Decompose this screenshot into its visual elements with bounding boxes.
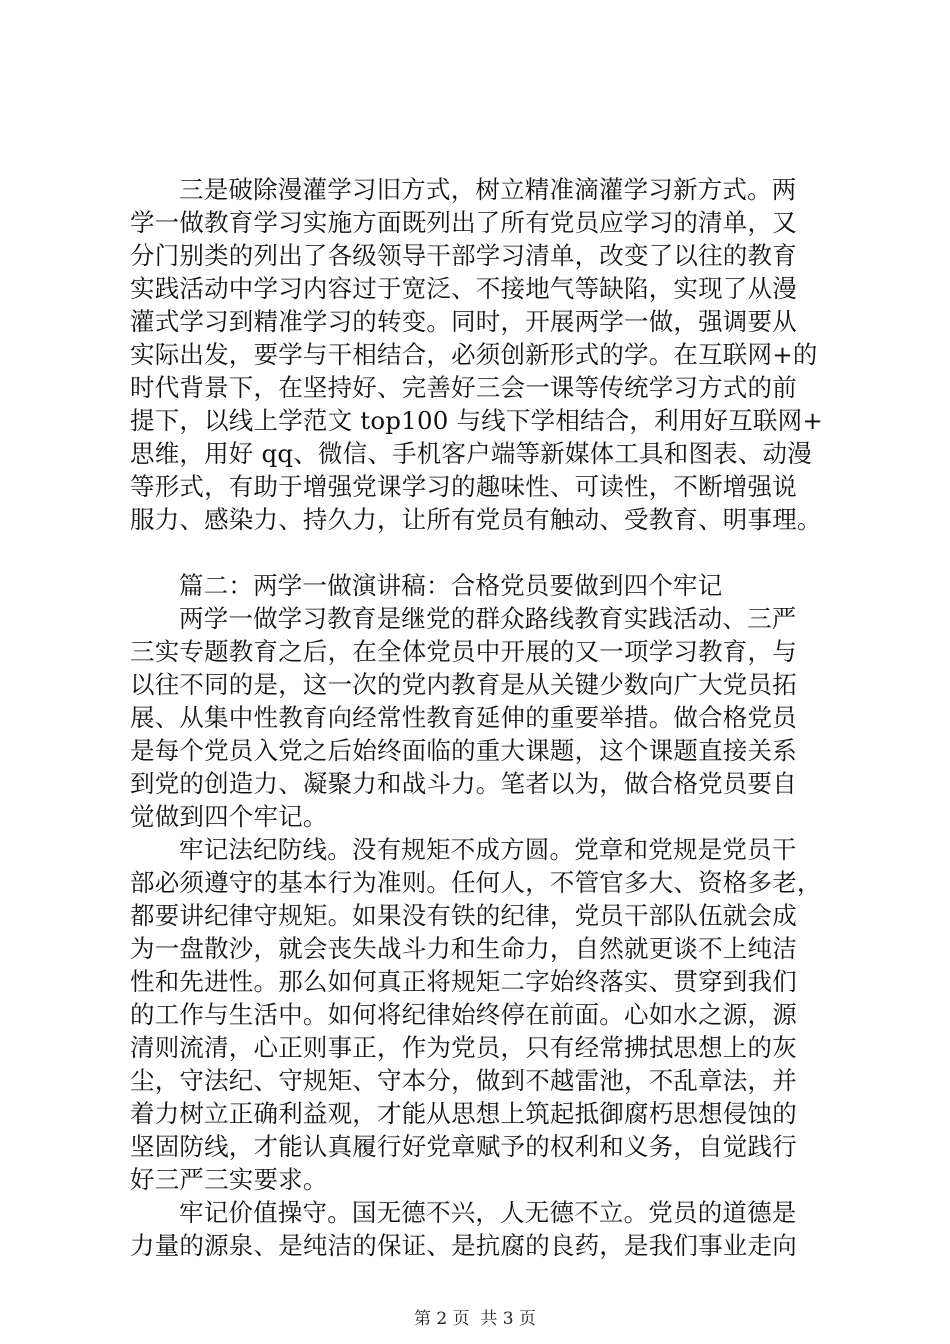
text-line: 学一做教育学习实施方面既列出了所有党员应学习的清单，又 [130,208,797,237]
text-line: 服力、感染力、持久力，让所有党员有触动、受教育、明事理。 [130,505,822,534]
paragraph-4 [130,1196,830,1262]
text-line: 牢记法纪防线。没有规矩不成方圆。党章和党规是党员干 [179,835,797,864]
text-line: 是每个党员入党之后始终面临的重大课题，这个课题直接关系 [130,736,797,765]
text-line: 灌式学习到精准学习的转变。同时，开展两学一做，强调要从 [130,307,797,336]
text-line: 尘，守法纪、守规矩、守本分，做到不越雷池，不乱章法，并 [130,1066,797,1095]
text-line: 展、从集中性教育向经常性教育延伸的重要举措。做合格党员 [130,703,797,732]
paragraph-3 [130,833,830,1196]
document-body [130,173,830,1262]
text-line: 以往不同的是，这一次的党内教育是从关键少数向广大党员拓 [130,670,797,699]
text-line: 力量的源泉、是纯洁的保证、是抗腐的良药，是我们事业走向 [130,1231,797,1260]
text-line: 性和先进性。那么如何真正将规矩二字始终落实、贯穿到我们 [130,967,797,996]
text-line: 两学一做学习教育是继党的群众路线教育实践活动、三严 [179,604,797,633]
text-line: 时代背景下，在坚持好、完善好三会一课等传统学习方式的前 [130,373,797,402]
text-line: 觉做到四个牢记。 [130,802,328,831]
text-line: 牢记价值操守。国无德不兴，人无德不立。党员的道德是 [179,1198,797,1227]
text-line: 实际出发，要学与干相结合，必须创新形式的学。在互联网+的 [130,340,818,369]
paragraph-1 [130,173,830,536]
text-line: 着力树立正确利益观，才能从思想上筑起抵御腐朽思想侵蚀的 [130,1099,797,1128]
text-line: 三是破除漫灌学习旧方式，树立精准滴灌学习新方式。两 [179,175,797,204]
text-line: 等形式，有助于增强党课学习的趣味性、可读性，不断增强说 [130,472,797,501]
text-line: 都要讲纪律守规矩。如果没有铁的纪律，党员干部队伍就会成 [130,901,797,930]
text-line: 的工作与生活中。如何将纪律始终停在前面。心如水之源，源 [130,1000,797,1029]
text-line: 到党的创造力、凝聚力和战斗力。笔者以为，做合格党员要自 [130,769,797,798]
text-line: 三实专题教育之后，在全体党员中开展的又一项学习教育，与 [130,637,797,666]
text-line: 提下，以线上学范文 top100 与线下学相结合，利用好互联网+ [130,406,824,435]
text-line: 部必须遵守的基本行为准则。任何人，不管官多大、资格多老， [130,868,822,897]
text-line: 实践活动中学习内容过于宽泛、不接地气等缺陷，实现了从漫 [130,274,797,303]
text-line: 分门别类的列出了各级领导干部学习清单，改变了以往的教育 [130,241,797,270]
paragraph-spacer [130,536,830,569]
text-line: 清则流清，心正则事正，作为党员，只有经常拂拭思想上的灰 [130,1033,797,1062]
paragraph-2 [130,602,830,833]
text-line: 为一盘散沙，就会丧失战斗力和生命力，自然就更谈不上纯洁 [130,934,797,963]
text-line: 坚固防线，才能认真履行好党章赋予的权利和义务，自觉践行 [130,1132,797,1161]
section-heading: 篇二：两学一做演讲稿：合格党员要做到四个牢记 [179,571,723,600]
page-number-footer: 第 2 页 共 3 页 [413,1309,537,1329]
text-line: 思维，用好 qq、微信、手机客户端等新媒体工具和图表、动漫 [130,439,812,468]
text-line: 好三严三实要求。 [130,1165,328,1194]
